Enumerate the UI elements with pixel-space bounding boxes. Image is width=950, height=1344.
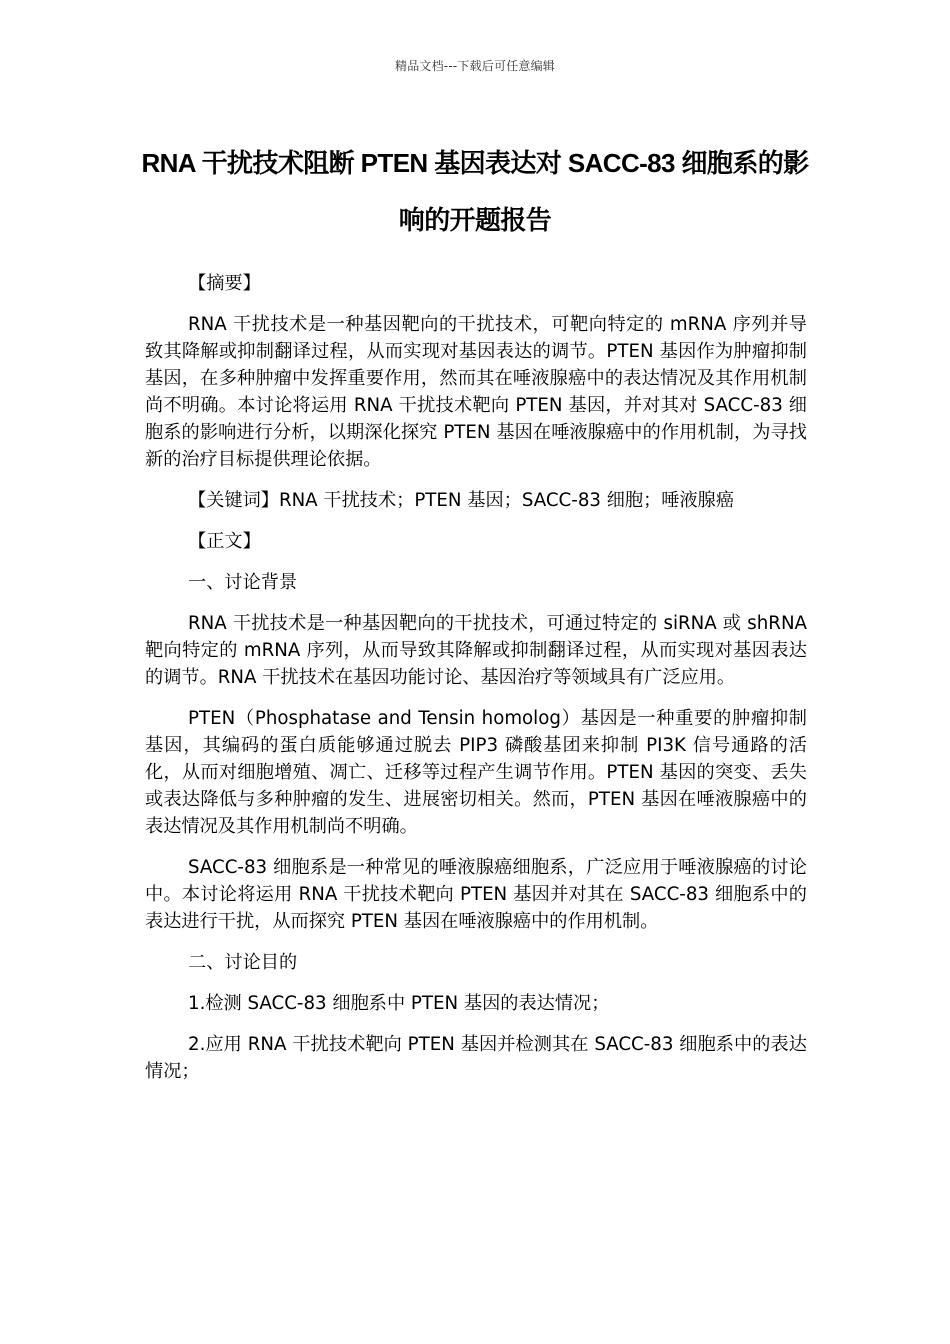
abstract-paragraph: RNA 干扰技术是一种基因靶向的干扰技术，可靶向特定的 mRNA 序列并导致其降解或抑制翻译过程，从而实现对基因表达的调节。PTEN 基因作为肿瘤抑制基因，在多种肿瘤中发挥重要作用，然而其在唾液腺癌中的表达情况及其作用机制尚不明确。本讨论将运用 RNA 干扰技术靶向 PTEN 基因，并对其对 SACC-83 细胞系的影响进行分析，以期深化探究 PTEN 基因在唾液腺癌中的作用机制，为寻找新的治疗目标提供理论依据。 bbox=[145, 314, 807, 470]
section-1-paragraph-2: PTEN（Phosphatase and Tensin homolog）基因是一种重要的肿瘤抑制基因，其编码的蛋白质能够通过脱去 PIP3 磷酸基团来抑制 PI3K 信号通路的活化，从而对细胞增殖、凋亡、迁移等过程产生调节作用。PTEN 基因的突变、丢失或表达降低与多种肿瘤的发生、进展密切相关。然而，PTEN 基因在唾液腺癌中的表达情况及其作用机制尚不明确。 bbox=[145, 708, 807, 837]
objective-1: 1.检测 SACC-83 细胞系中 PTEN 基因的表达情况； bbox=[188, 993, 610, 1014]
section-2-heading: 二、讨论目的 bbox=[188, 952, 298, 973]
section-1-paragraph-1: RNA 干扰技术是一种基因靶向的干扰技术，可通过特定的 siRNA 或 shRNA 靶向特定的 mRNA 序列，从而导致其降解或抑制翻译过程，从而实现对基因表达的调节。RNA 干扰技术在基因功能讨论、基因治疗等领域具有广泛应用。 bbox=[145, 613, 807, 688]
document-title: RNA 干扰技术阻断 PTEN 基因表达对 SACC-83 细胞系的影响的开题报告 bbox=[141, 148, 809, 235]
keywords-line: 【关键词】RNA 干扰技术；PTEN 基因；SACC-83 细胞；唾液腺癌 bbox=[188, 490, 735, 511]
objective-2: 2.应用 RNA 干扰技术靶向 PTEN 基因并检测其在 SACC-83 细胞系中的表达情况； bbox=[145, 1034, 807, 1082]
document-body bbox=[145, 270, 807, 1099]
main-text-heading: 【正文】 bbox=[188, 531, 261, 552]
section-1-heading: 一、讨论背景 bbox=[188, 572, 298, 593]
header-note: 精品文档---下载后可任意编辑 bbox=[395, 59, 555, 73]
section-1-paragraph-3: SACC-83 细胞系是一种常见的唾液腺癌细胞系，广泛应用于唾液腺癌的讨论中。本讨论将运用 RNA 干扰技术靶向 PTEN 基因并对其在 SACC-83 细胞系中的表达进行干扰，从而探究 PTEN 基因在唾液腺癌中的作用机制。 bbox=[145, 857, 807, 932]
abstract-heading: 【摘要】 bbox=[188, 273, 261, 294]
